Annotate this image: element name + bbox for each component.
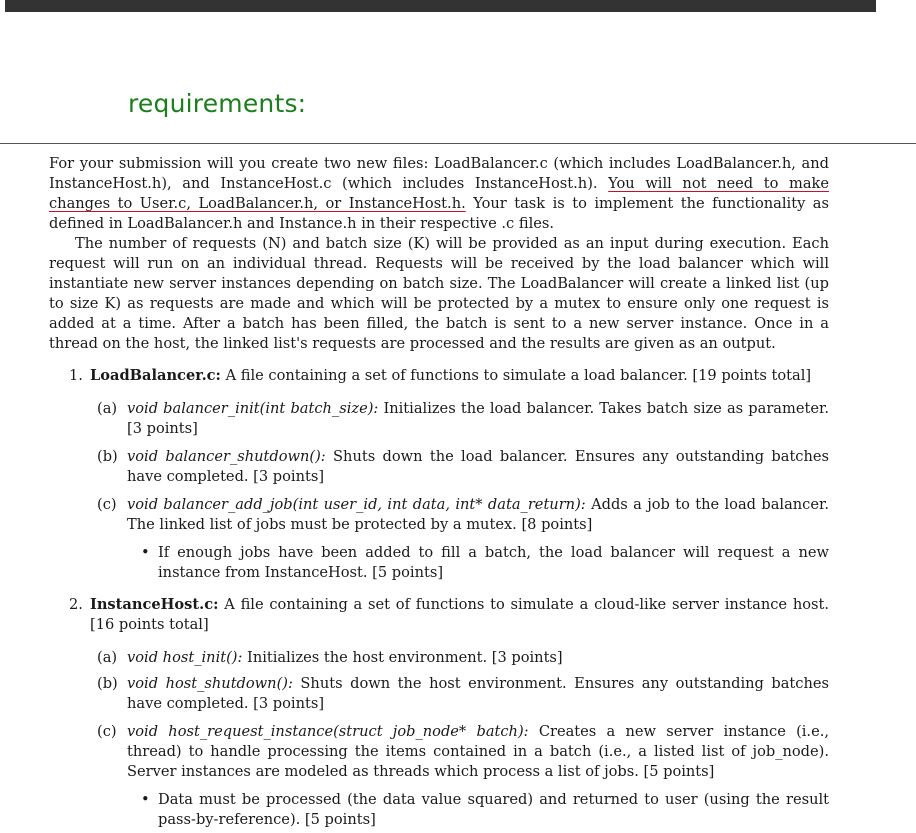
item-label: (b) <box>97 448 118 465</box>
document-body <box>49 154 829 830</box>
section-title: InstanceHost.c: <box>90 596 219 613</box>
list-item <box>97 495 829 535</box>
list-item <box>97 648 829 668</box>
underlined-note: You will not need to make changes to User.c, LoadBalancer.h, or InstanceHost.h. <box>49 175 829 212</box>
intro-paragraph <box>49 154 829 234</box>
bullet-icon: • <box>141 544 150 561</box>
section-desc: A file containing a set of functions to simulate a load balancer. [19 points total] <box>220 367 812 384</box>
item-label: (b) <box>97 675 118 692</box>
item-text: Initializes the load balancer. Takes batch size as parameter. [3 points] <box>127 400 829 437</box>
list-item <box>97 674 829 714</box>
section-desc: A file containing a set of functions to simulate a cloud-like server instance host. [16 points total] <box>90 596 829 633</box>
bullet-item <box>141 543 829 583</box>
bullet-icon: • <box>141 791 150 808</box>
list-item <box>97 447 829 487</box>
item-text: Shuts down the load balancer. Ensures any outstanding batches have completed. [3 points] <box>127 448 830 485</box>
function-signature: void host_init(): <box>127 649 243 666</box>
section-instancehost <box>69 595 829 635</box>
top-bar <box>5 0 876 12</box>
item-text: Adds a job to the load balancer. The linked list of jobs must be protected by a mutex. [8 points] <box>127 496 829 533</box>
item-text: Initializes the host environment. [3 points] <box>242 649 563 666</box>
section-number: 2. <box>69 596 83 613</box>
item-label: (a) <box>97 649 118 666</box>
section-loadbalancer <box>69 366 829 386</box>
function-signature: void balancer_add_job(int user_id, int data, int* data_return): <box>127 496 586 513</box>
item-label: (c) <box>97 496 117 513</box>
list-item <box>97 399 829 439</box>
function-signature: void balancer_shutdown(): <box>127 448 326 465</box>
item-text: Shuts down the host environment. Ensures any outstanding batches have completed. [3 points] <box>127 675 829 712</box>
function-signature: void balancer_init(int batch_size): <box>127 400 379 417</box>
item-label: (a) <box>97 400 118 417</box>
section-title: LoadBalancer.c: <box>90 367 221 384</box>
bullet-item <box>141 790 829 830</box>
item-text: Creates a new server instance (i.e., thread) to handle processing the items contained in a batch (i.e., a listed list of job_node). Server instances are modeled as threads which process a list of jobs. [5 points] <box>127 723 829 780</box>
bullet-text: Data must be processed (the data value squared) and returned to user (using the result pass-by-reference). [5 points] <box>158 791 829 828</box>
item-label: (c) <box>97 723 117 740</box>
bullet-text: If enough jobs have been added to fill a batch, the load balancer will request a new instance from InstanceHost. [5 points] <box>158 544 829 581</box>
intro-text: For your submission will you create two new files: LoadBalancer.c (which includes LoadBalancer.h, and InstanceHost.h), and InstanceHost.c (which includes InstanceHost.h). <box>49 155 829 192</box>
function-signature: void host_request_instance(struct job_node* batch): <box>127 723 529 740</box>
intro-text-2: Your task is to implement the functionality as defined in LoadBalancer.h and Instance.h in their respective .c files. <box>49 195 829 232</box>
divider <box>0 143 916 144</box>
description-paragraph: The number of requests (N) and batch size (K) will be provided as an input during execution. Each request will run on an individual thread. Requests will be received by the load balancer which will instantiate new server instances depending on batch size. The LoadBalancer will create a linked list (up to size K) as requests are made and which will be protected by a mutex to ensure only one request is added at a time. After a batch has been filled, the batch is sent to a new server instance. Once in a thread on the host, the linked list's requests are processed and the results are given as an output. <box>49 235 829 352</box>
function-signature: void host_shutdown(): <box>127 675 293 692</box>
page-heading: requirements: <box>128 89 307 118</box>
list-item <box>97 722 829 782</box>
section-number: 1. <box>69 367 83 384</box>
